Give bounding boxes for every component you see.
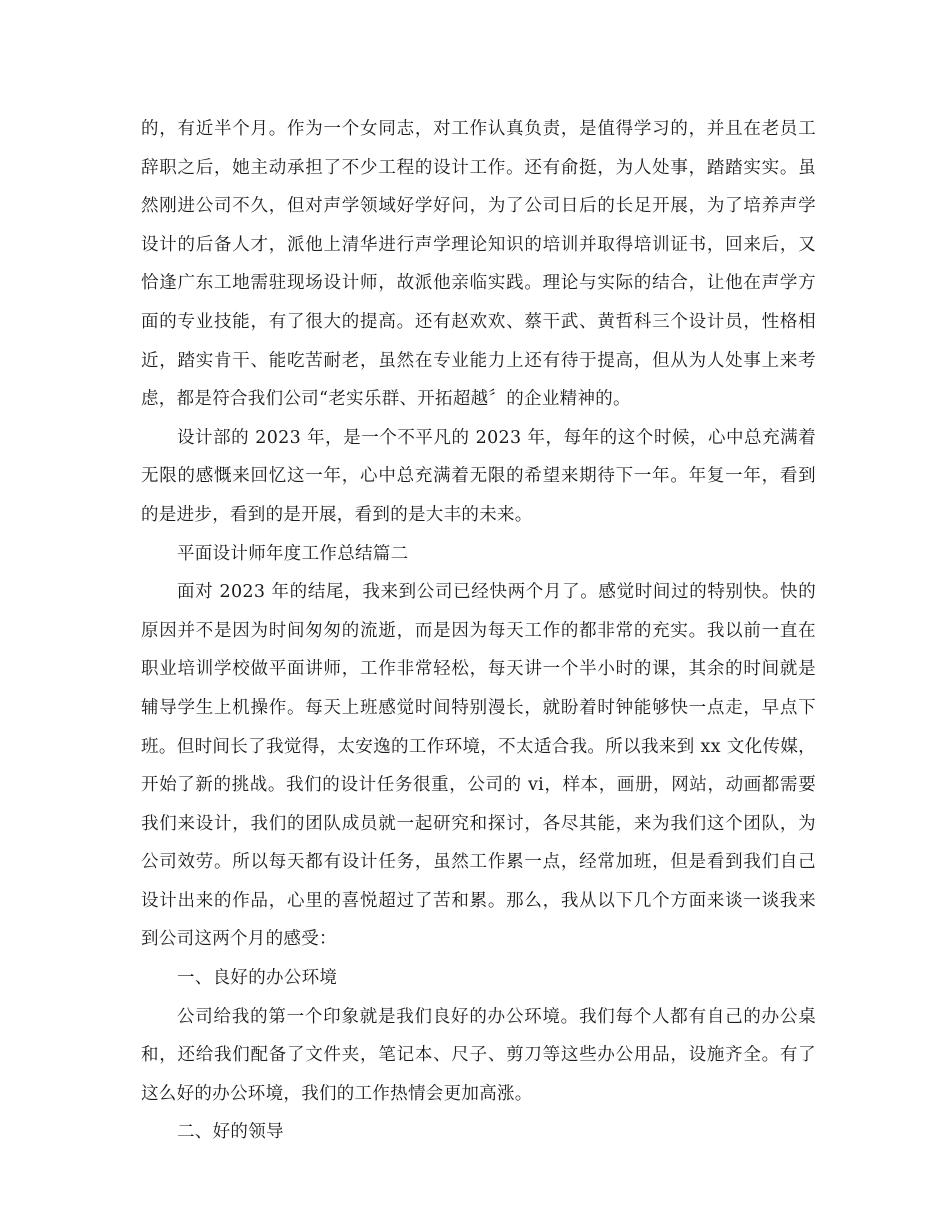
document-body [141,110,816,1152]
paragraph-year-reflection: 设计部的 2023 年，是一个不平凡的 2023 年，每年的这个时候，心中总充满着无限的感慨来回忆这一年，心中总充满着无限的希望来期待下一年。年复一年，看到的是进步，看到的是开展，看到的是大丰的未来。 [141,427,816,525]
paragraph-staff-review: 的，有近半个月。作为一个女同志，对工作认真负责，是值得学习的，并且在老员工辞职之后，她主动承担了不少工程的设计工作。还有俞挺，为人处事，踏踏实实。虽然刚进公司不久，但对声学领域好学好问，为了公司日后的长足开展，为了培养声学设计的后备人才，派他上清华进行声学理论知识的培训并取得培训证书，回来后，又恰逢广东工地需驻现场设计师，故派他亲临实践。理论与实际的结合，让他在声学方面的专业技能，有了很大的提高。还有赵欢欢、蔡干武、黄哲科三个设计员，性格相近，踏实肯干、能吃苦耐老，虽然在专业能力上还有待于提高，但从为人处事上来考虑，都是符合我们公司“老实乐群、开拓超越〞的企业精神的。 [141,119,816,410]
heading-good-leadership: 二、好的领导 [177,1122,284,1143]
section-title-part-two: 平面设计师年度工作总结篇二 [177,543,409,564]
paragraph-intro-part-two: 面对 2023 年的结尾，我来到公司已经快两个月了。感觉时间过的特别快。快的原因并不是因为时间匆匆的流逝，而是因为每天工作的都非常的充实。我以前一直在职业培训学校做平面讲师，工作非常轻松，每天讲一个半小时的课，其余的时间就是辅导学生上机操作。每天上班感觉时间特别漫长，就盼着时钟能够快一点走，早点下班。但时间长了我觉得，太安逸的工作环境，不太适合我。所以我来到 xx 文化传媒，开始了新的挑战。我们的设计任务很重，公司的 vi，样本，画册，网站，动画都需要我们来设计，我们的团队成员就一起研究和探讨，各尽其能，来为我们这个团队，为公司效劳。所以每天都有设计任务，虽然工作累一点，经常加班，但是看到我们自己设计出来的作品，心里的喜悦超过了苦和累。那么，我从以下几个方面来谈一谈我来到公司这两个月的感受： [141,582,816,950]
heading-office-environment: 一、良好的办公环境 [177,968,338,989]
paragraph-office-environment: 公司给我的第一个印象就是我们良好的办公环境。我们每个人都有自己的办公桌和，还给我们配备了文件夹，笔记本、尺子、剪刀等这些办公用品，设施齐全。有了这么好的办公环境，我们的工作热情会更加高涨。 [141,1006,816,1104]
